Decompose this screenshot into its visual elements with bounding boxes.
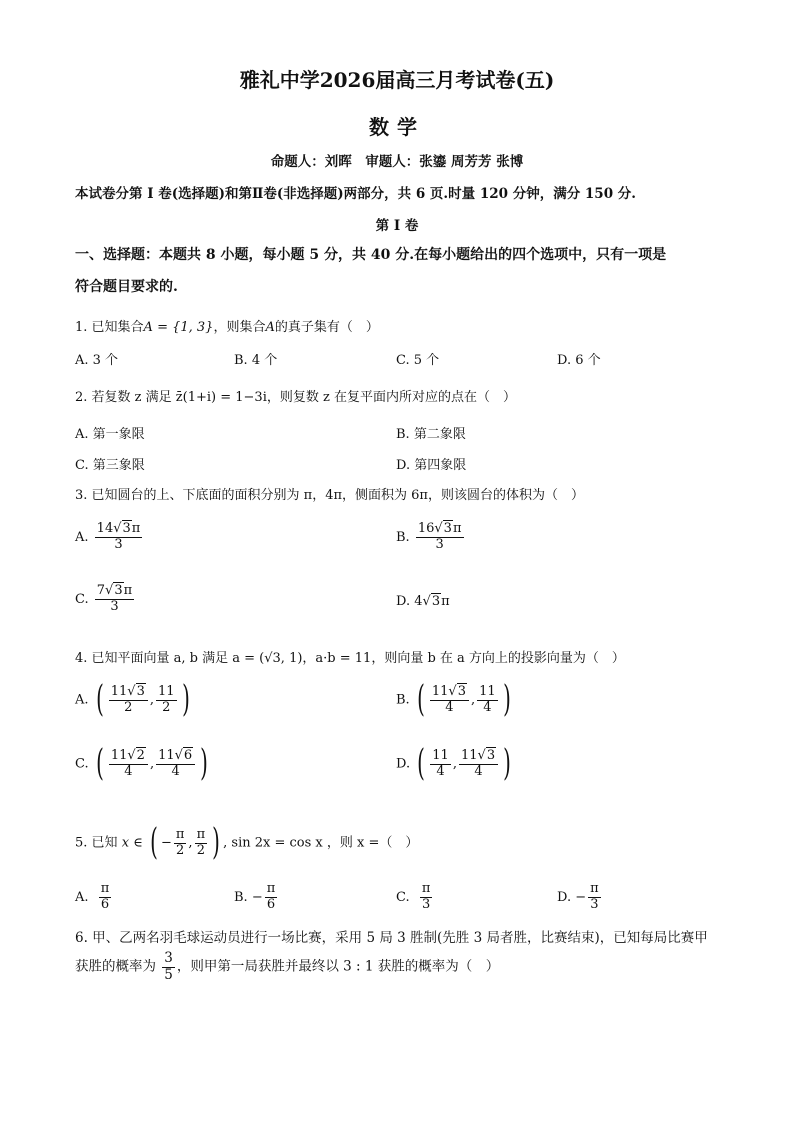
q3-label-a: A. [75,529,89,545]
q5-lower [174,828,187,859]
q5-option-d: D. − $\frac{\pi}{3}$ [557,881,599,912]
q5-post: , sin 2x = cos x ，则 x =（ ） [223,835,419,851]
q3-b-radicand: 3 [443,521,452,536]
q5-pre: 5. 已知 [75,835,118,851]
q5-option-c [396,882,434,913]
q3-label-b: B. [396,529,410,545]
q5-a-den: 6 [100,896,110,912]
q4-option-c: C. ( $\frac{11√2}{4}$ , $\frac{11√6}{4}$ ) [75,743,209,784]
q4-d-y-radicand: 3 [486,747,496,763]
q3-d-coef: 4 [414,594,423,609]
section-heading-line1: 一、选择题：本题共 8 小题，每小题 5 分，共 40 分.在每小题给出的四个选项中，只有一项是 [75,247,667,263]
q5-upper [195,828,208,859]
q3-a-coef: 14 [96,521,114,536]
q5-b-fraction [265,882,278,913]
q6-prob-num: 3 [164,950,173,966]
q3-option-c [75,584,136,615]
q4-a-x-den: 2 [124,699,133,715]
q5-lower-den: 2 [176,842,185,858]
q4-b-y-den: 4 [483,699,492,715]
q3-c-pi: π [123,583,133,598]
q4-c-y-radicand: 6 [183,747,193,763]
q3-b-fraction: $\frac{16√3\pi}{3}$ [417,521,462,552]
q4-c-x-coef: 11 [110,747,128,763]
q3-c-radicand: 3 [114,583,123,598]
q5-c-fraction [420,882,433,913]
q4-option-d: D. ( $\frac{11}{4}$ , $\frac{11√3}{4}$ ) [396,743,511,784]
q5-upper-den: 2 [196,842,205,858]
right-paren: ) [212,822,220,863]
q4-a-x: $\frac{11√3}{2}$ [109,685,148,716]
q3-a-pi: π [131,521,141,536]
q1-pre: 1. 已知集合 [75,320,144,335]
exam-title: 雅礼中学2026届高三月考试卷(五) [239,68,555,92]
q4-d-x-den: 4 [436,763,445,779]
left-paren: ( [416,679,425,720]
subject-title: 数学 [369,115,425,139]
q5-a-num: π [100,881,110,896]
q6-prob-den: 5 [164,966,173,983]
q1-mid: ，则集合 [213,320,266,335]
q3-c-den: 3 [110,598,119,614]
q1-post: 的真子集有（ ） [274,320,379,335]
right-paren: ) [502,679,511,720]
q2-option-d: D. 第四象限 [396,458,467,473]
q4-b-y [477,685,498,716]
q4-c-x-den: 4 [124,763,133,779]
q6-post: ，则甲第一局获胜并最终以 3 : 1 获胜的概率为（ ） [176,958,500,975]
q3-d-radicand: 3 [431,594,441,609]
q4-d-y-den: 4 [474,763,483,779]
question-4: 4. 已知平面向量 a, b 满足 a = (√3, 1)，a·b = 11，则向量 b 在 a 方向上的投影向量为（ ） [75,651,625,666]
q3-b-den: 3 [435,536,444,552]
q5-label-b: B. [234,889,248,905]
q4-b-x-coef: 11 [431,683,449,699]
q4-d-y-coef: 11 [460,747,478,763]
q4-label-b: B. [396,692,410,708]
left-paren: ( [417,743,426,784]
q4-label-c: C. [75,756,89,772]
q1-option-d: D. 6 个 [557,353,601,368]
q3-b-pi: π [452,521,462,536]
question-3: 3. 已知圆台的上、下底面的面积分别为 π，4π，侧面积为 6π，则该圆台的体积为（ ） [75,488,584,503]
q5-label-c: C. [396,889,410,905]
q3-b-coef: 16 [417,521,435,536]
q1-set: A = {1, 3} [143,320,214,335]
q1-option-a: A. 3 个 [75,353,119,368]
q1-option-b: B. 4 个 [234,353,278,368]
q3-a-fraction: $\frac{14√3\pi}{3}$ [96,521,141,552]
q3-label-c: C. [75,591,89,607]
right-paren: ) [503,743,511,784]
left-paren: ( [95,679,104,720]
q4-d-y: $\frac{11√3}{4}$ [459,749,498,780]
question-6-line2 [75,951,499,983]
authors-line: 命题人：刘晖 审题人：张鎏 周芳芳 张博 [270,154,524,170]
q5-b-num: π [266,881,276,896]
q2-option-c: C. 第三象限 [75,458,145,473]
exam-intro: 本试卷分第 I 卷(选择题)和第Ⅱ卷(非选择题)两部分，共 6 页.时量 120 分钟，满分 150 分. [75,186,636,202]
question-6-line1: 6. 甲、乙两名羽毛球运动员进行一场比赛，采用 5 局 3 胜制(先胜 3 局者胜，比赛结束)，已知每局比赛甲 [75,930,708,946]
q4-d-x-num: 11 [432,747,449,763]
q5-label-a: A. [75,889,89,905]
q4-a-y [156,685,177,716]
q3-c-fraction: $\frac{7√3\pi}{3}$ [96,583,133,614]
q5-label-d: D. [557,889,572,905]
q4-c-x-radicand: 2 [136,747,145,763]
q1-option-c: C. 5 个 [396,353,440,368]
q5-var: x ∈ [121,835,143,851]
q4-a-x-coef: 11 [110,683,128,699]
q5-c-num: π [421,881,431,896]
q4-a-y-den: 2 [162,699,171,715]
q2-option-a: A. 第一象限 [75,427,145,442]
q4-b-x-den: 4 [445,699,454,715]
q3-option-d: D. 4√3π [396,594,450,609]
q5-lower-num: π [175,826,185,842]
q5-option-a [75,882,113,913]
q3-option-b [396,522,466,553]
q1-var: A [265,320,275,335]
question-5: 5. 已知 x ∈ ( − $\frac{\pi}{2}$ , $\frac{\pi}{2}$ ) , sin 2x = cos x ，则 x =（ ） [75,822,419,863]
q4-label-a: A. [75,692,89,708]
q3-a-radicand: 3 [122,521,131,536]
left-paren: ( [150,822,158,863]
q5-b-den: 6 [266,896,276,912]
q4-option-b: B. ( $\frac{11√3}{4}$ , $\frac{11}{4}$ ) [396,679,511,720]
q3-d-pi: π [441,594,450,609]
q4-a-x-radicand: 3 [136,683,145,699]
q2-option-b: B. 第二象限 [396,427,466,442]
q4-c-x: $\frac{11√2}{4}$ [109,749,148,780]
q4-b-y-num: 11 [479,683,496,699]
q4-c-y-den: 4 [171,763,180,779]
right-paren: ) [200,743,209,784]
q4-b-x-radicand: 3 [457,683,466,699]
q5-upper-num: π [196,826,206,842]
section-heading-line2: 符合题目要求的. [75,279,178,295]
q5-option-b: B. − $\frac{\pi}{6}$ [234,881,276,912]
q4-c-y: $\frac{11√6}{4}$ [156,749,195,780]
q5-d-fraction [588,882,601,913]
q6-pre: 获胜的概率为 [75,958,156,975]
question-1 [75,316,379,335]
q4-d-x [430,749,451,780]
q4-label-d: D. [396,756,411,772]
left-paren: ( [95,743,104,784]
q5-d-num: π [590,881,599,896]
q4-c-y-coef: 11 [158,747,175,763]
right-paren: ) [181,679,190,720]
q4-a-y-num: 11 [157,683,175,699]
q3-c-coef: 7 [96,583,106,598]
volume-heading: 第 I 卷 [375,218,419,234]
q4-b-x: $\frac{11√3}{4}$ [430,685,469,716]
q4-option-a: A. ( $\frac{11√3}{2}$ , $\frac{11}{2}$ ) [75,679,190,720]
q6-probability [162,951,175,983]
question-2: 2. 若复数 z 满足 z̄(1+i) = 1−3i，则复数 z 在复平面内所对应的点在（ ） [75,390,516,405]
q3-option-a [75,522,144,553]
q3-a-den: 3 [114,536,123,552]
q3-label-d: D. [396,594,411,609]
q5-d-den: 3 [590,896,599,912]
q5-a-fraction [99,882,112,913]
q5-c-den: 3 [422,896,431,912]
